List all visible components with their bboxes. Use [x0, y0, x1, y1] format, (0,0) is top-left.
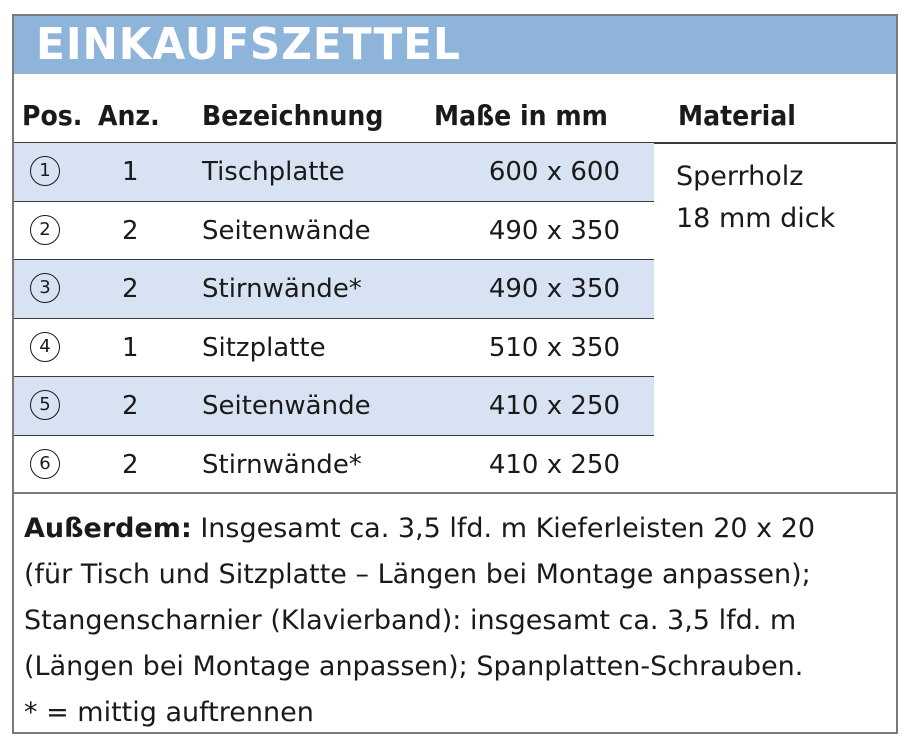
part-name-cell: Seitenwände — [202, 391, 371, 421]
quantity-cell: 2 — [122, 274, 139, 304]
header-material: Material — [678, 99, 796, 132]
part-name-cell: Tischplatte — [202, 157, 345, 187]
position-number-badge: 2 — [30, 215, 60, 245]
header-pos: Pos. — [22, 99, 83, 132]
table-row — [14, 143, 654, 201]
part-name-cell: Sitzplatte — [202, 332, 326, 363]
footer-text-1: Insgesamt ca. 3,5 lfd. m Kieferleisten 20 x 20 — [200, 513, 816, 544]
dimensions-cell: 510 x 350 — [488, 332, 620, 363]
header-bezeichnung: Bezeichnung — [202, 99, 384, 132]
part-name-cell: Stirnwände* — [202, 274, 362, 304]
footer-line-1 — [24, 506, 884, 552]
quantity-cell: 1 — [122, 332, 139, 363]
title-bar — [14, 16, 896, 74]
footer-notes — [24, 506, 884, 736]
position-number-badge: 6 — [30, 449, 60, 479]
material-line-2: 18 mm dick — [676, 203, 836, 234]
table-row — [14, 202, 654, 260]
quantity-cell: 2 — [122, 449, 139, 480]
table-bottom-divider — [14, 492, 896, 494]
part-name-cell: Seitenwände — [202, 215, 371, 246]
quantity-cell: 2 — [122, 391, 139, 421]
dimensions-cell: 490 x 350 — [488, 274, 620, 304]
footer-line-4: (Längen bei Montage anpassen); Spanplatten-Schrauben. — [24, 651, 804, 682]
dimensions-cell: 490 x 350 — [488, 215, 620, 246]
shopping-list-card — [12, 14, 898, 734]
quantity-cell: 1 — [122, 157, 139, 187]
footer-line-2: (für Tisch und Sitzplatte – Längen bei Montage anpassen); — [24, 559, 811, 590]
table-row — [14, 319, 654, 377]
footer-line-5: * = mittig auftrennen — [24, 697, 314, 728]
material-line-1: Sperrholz — [676, 161, 804, 192]
table-row — [14, 436, 654, 494]
dimensions-cell: 410 x 250 — [488, 391, 620, 421]
footer-label: Außerdem: — [24, 513, 192, 544]
position-number-badge: 1 — [30, 156, 60, 186]
position-number-badge: 5 — [30, 390, 60, 420]
table-row — [14, 377, 654, 435]
position-number-badge: 3 — [30, 273, 60, 303]
header-masse: Maße in mm — [434, 99, 608, 132]
quantity-cell: 2 — [122, 215, 139, 246]
position-number-badge: 4 — [30, 332, 60, 362]
part-name-cell: Stirnwände* — [202, 449, 362, 480]
dimensions-cell: 410 x 250 — [488, 449, 620, 480]
header-anz: Anz. — [98, 99, 160, 132]
dimensions-cell: 600 x 600 — [488, 157, 620, 187]
material-cell — [676, 156, 835, 240]
footer-line-3: Stangenscharnier (Klavierband): insgesamt ca. 3,5 lfd. m — [24, 605, 797, 636]
page-title: EINKAUFSZETTEL — [36, 19, 461, 70]
table-row — [14, 260, 654, 318]
